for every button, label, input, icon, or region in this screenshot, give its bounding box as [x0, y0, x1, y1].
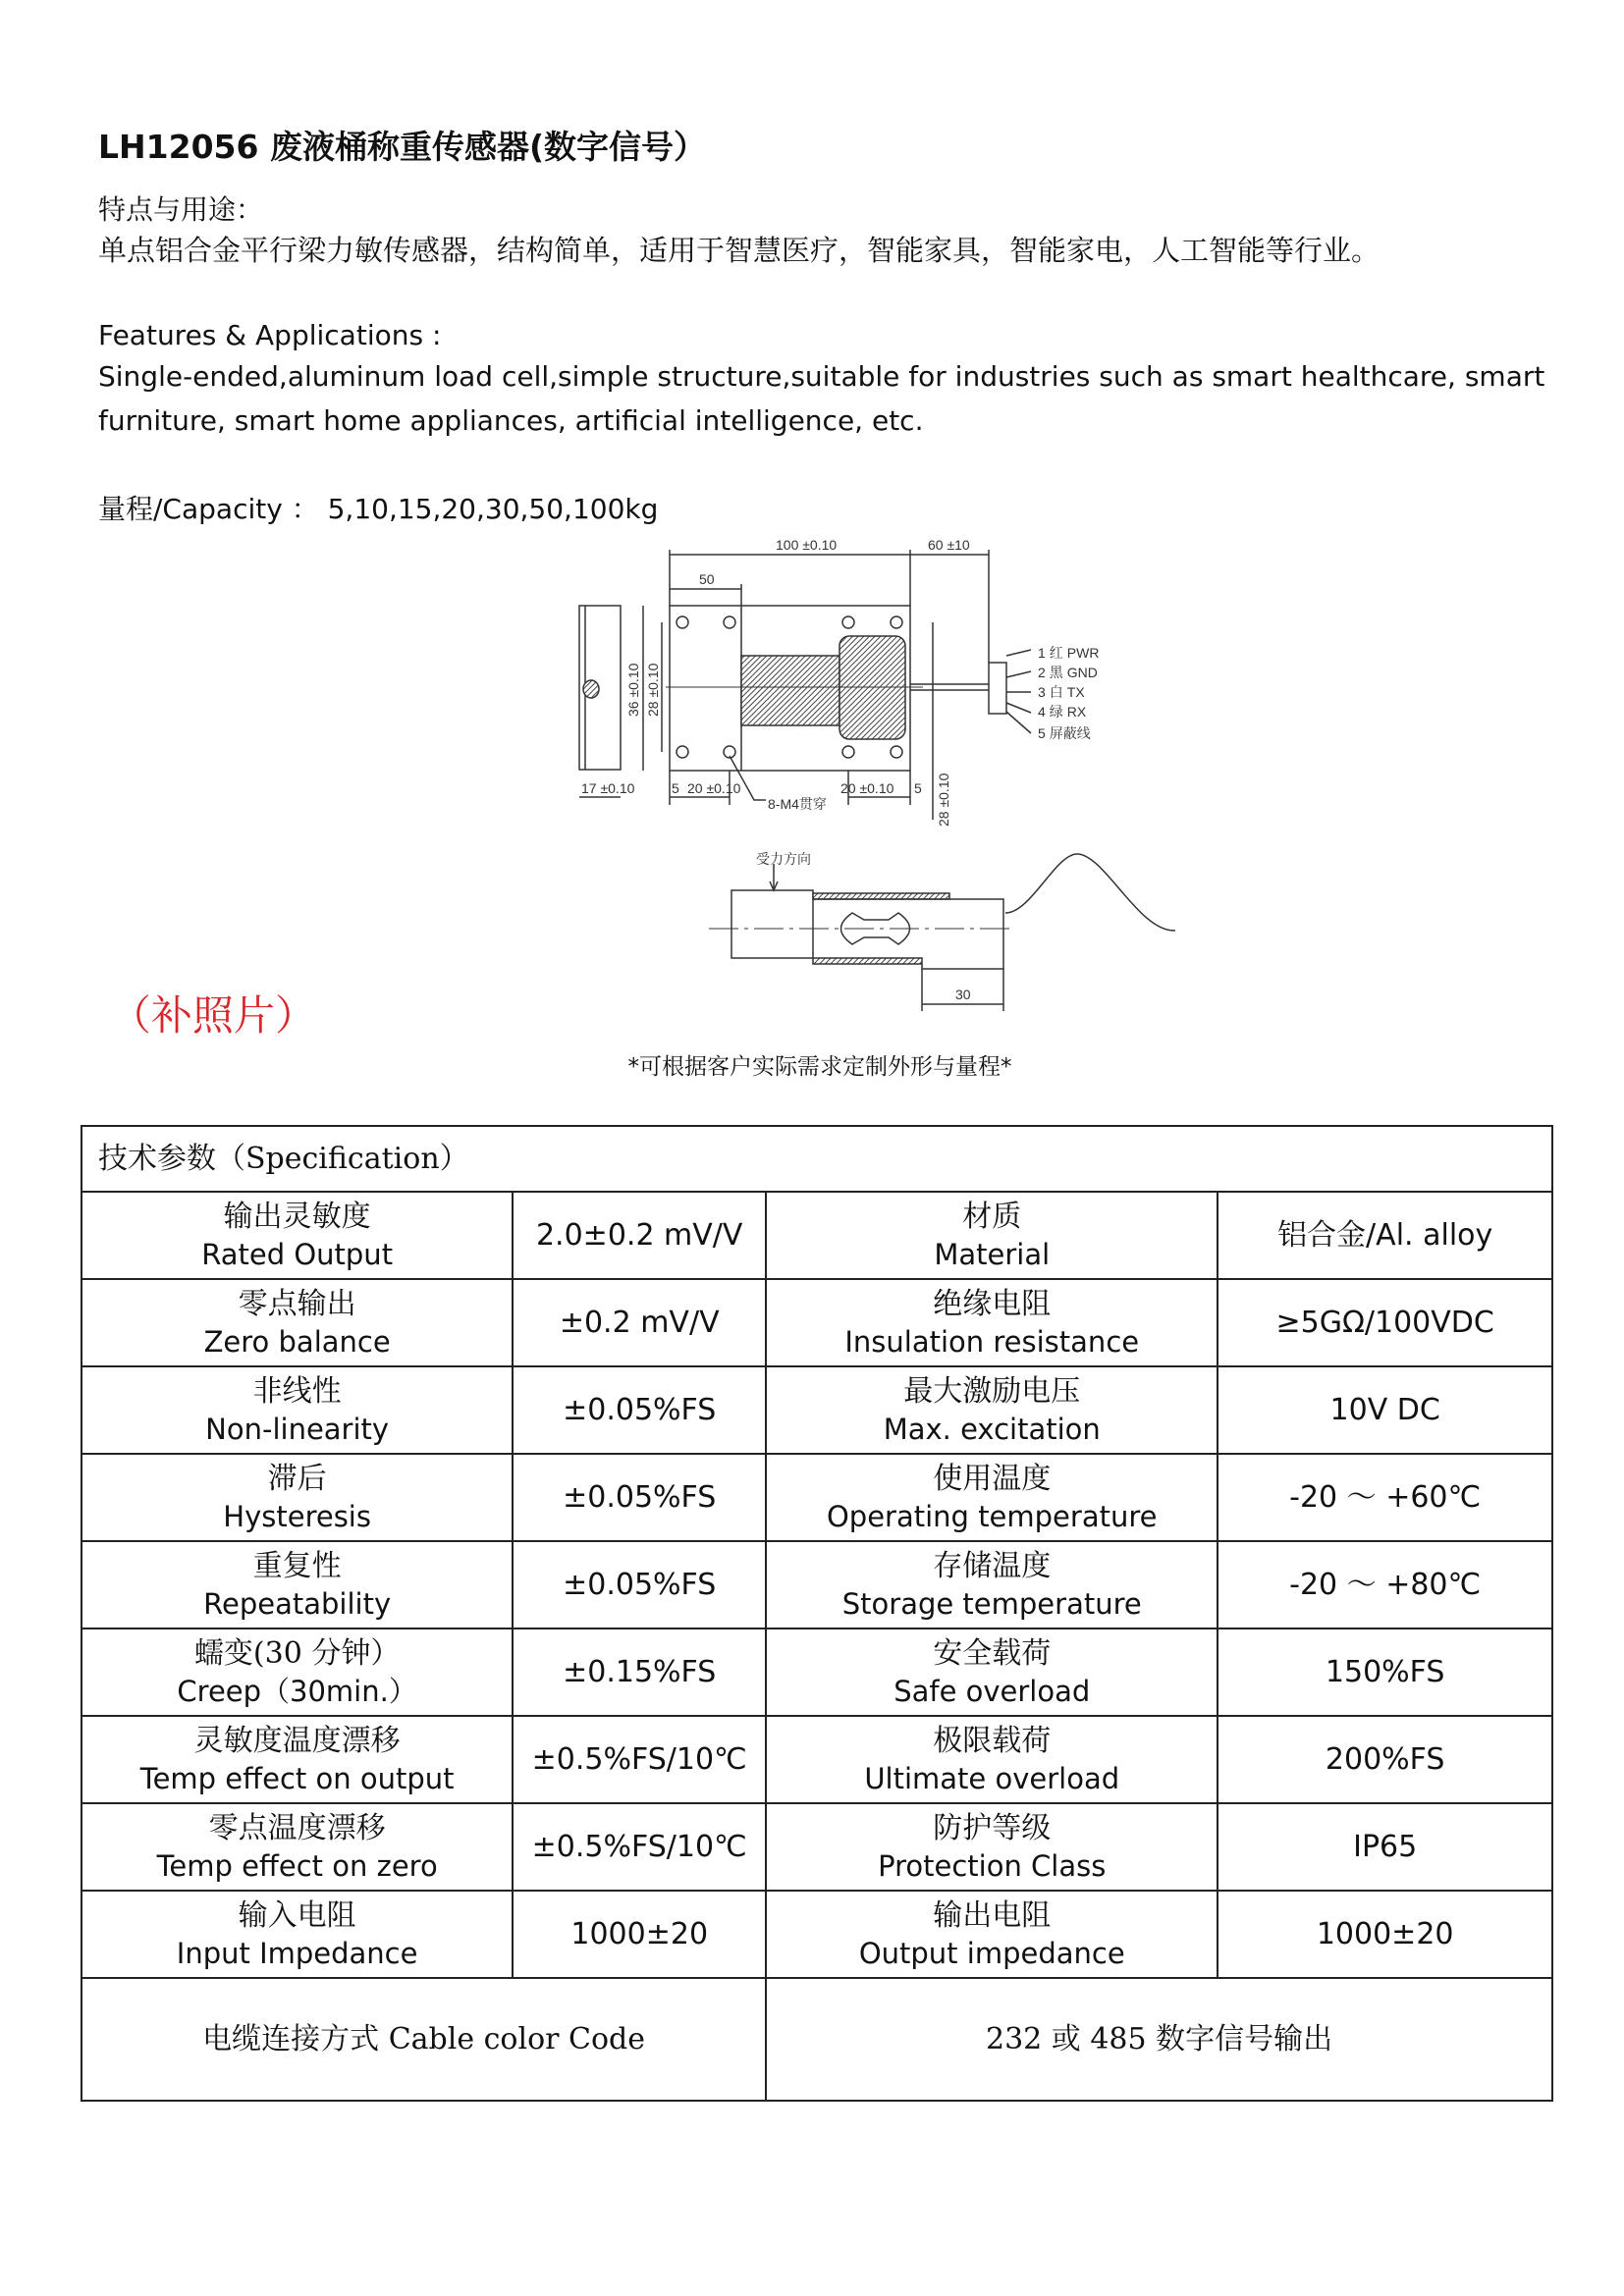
param-name [766, 1454, 1218, 1541]
param-name [81, 1891, 513, 1978]
param-name-en: Input Impedance [176, 1936, 418, 1970]
cable-value-text: 232 或 485 数字信号输出 [986, 2021, 1333, 2056]
param-name-zh: 输出灵敏度 [223, 1199, 371, 1234]
wire-n: 3 [1038, 684, 1046, 700]
param-name [766, 1541, 1218, 1629]
param-name [81, 1366, 513, 1454]
param-name-en: Temp effect on zero [156, 1848, 438, 1883]
force-direction-label: 受力方向 [756, 851, 811, 867]
customization-note: *可根据客户实际需求定制外形与量程* [627, 1054, 1012, 1080]
photo-placeholder: （补照片） [110, 991, 317, 1040]
features-en-line2: furniture, smart home appliances, artificial intelligence, etc. [98, 404, 924, 437]
param-value: ±0.05%FS [513, 1454, 766, 1541]
param-name-en: Non-linearity [205, 1412, 390, 1446]
dim-28b: 28 ±0.10 [936, 773, 951, 827]
wire-c: 白 [1049, 684, 1063, 700]
param-value: ±0.5%FS/10℃ [513, 1803, 766, 1891]
spec-row [81, 1716, 1552, 1803]
wire-n: 2 [1038, 665, 1046, 680]
param-name [81, 1803, 513, 1891]
param-name [766, 1279, 1218, 1366]
param-name-en: Hysteresis [223, 1499, 371, 1533]
features-en-line1: Single-ended,aluminum load cell,simple structure,suitable for industries such as smart healthcare, smart [98, 360, 1545, 393]
dim-20a: 20 ±0.10 [687, 780, 741, 796]
dim-30: 30 [955, 987, 971, 1002]
param-value: ≥5GΩ/100VDC [1218, 1279, 1552, 1366]
param-name [766, 1629, 1218, 1716]
wire-c: 黑 [1049, 665, 1063, 680]
param-name [81, 1279, 513, 1366]
param-value: ±0.2 mV/V [513, 1279, 766, 1366]
param-name [81, 1454, 513, 1541]
wire-label-2 [1038, 665, 1098, 680]
param-name [81, 1716, 513, 1803]
features-zh-text: 单点铝合金平行梁力敏传感器，结构简单，适用于智慧医疗，智能家具，智能家电，人工智能等行业。 [98, 234, 1380, 267]
param-name-en: Protection Class [878, 1848, 1107, 1883]
dim-50: 50 [699, 571, 715, 587]
wire-s: 屏蔽线 [1049, 725, 1091, 741]
param-value: IP65 [1218, 1803, 1552, 1891]
wire-s: TX [1066, 684, 1085, 700]
spec-row [81, 1541, 1552, 1629]
wire-s: GND [1066, 665, 1098, 680]
param-value: ±0.5%FS/10℃ [513, 1716, 766, 1803]
param-name-en: Max. excitation [883, 1412, 1101, 1446]
spec-row [81, 1803, 1552, 1891]
param-name-zh: 输出电阻 [933, 1897, 1052, 1933]
capacity: 量程/Capacity ： 5,10,15,20,30,50,100kg [98, 493, 659, 525]
wire-c: 绿 [1049, 704, 1063, 720]
param-name-zh: 使用温度 [933, 1461, 1052, 1496]
param-name [81, 1629, 513, 1716]
dim-36: 36 ±0.10 [625, 663, 641, 717]
param-name [81, 1541, 513, 1629]
param-name [766, 1891, 1218, 1978]
param-value: 200%FS [1218, 1716, 1552, 1803]
param-name-zh: 零点输出 [238, 1286, 356, 1321]
param-value: ±0.05%FS [513, 1541, 766, 1629]
param-name [766, 1803, 1218, 1891]
param-value: 铝合金/Al. alloy [1218, 1192, 1552, 1279]
param-name-en: Temp effect on output [139, 1761, 455, 1795]
param-name-zh: 零点温度漂移 [208, 1810, 386, 1845]
wire-label-1 [1038, 645, 1099, 661]
features-zh-label: 特点与用途： [98, 193, 264, 226]
param-name-zh: 输入电阻 [238, 1897, 356, 1933]
spec-row [81, 1891, 1552, 1978]
cable-label-text: 电缆连接方式 Cable color Code [202, 2021, 645, 2056]
param-name-en: Material [934, 1237, 1051, 1271]
param-name-en: Ultimate overload [864, 1761, 1120, 1795]
param-name-en: Output impedance [858, 1936, 1125, 1970]
param-name-zh: 滞后 [267, 1461, 327, 1496]
wire-n: 1 [1038, 645, 1046, 661]
dim-100: 100 ±0.10 [776, 537, 838, 553]
spec-row [81, 1366, 1552, 1454]
wire-c: 红 [1049, 645, 1063, 661]
param-value: ±0.05%FS [513, 1366, 766, 1454]
param-value: 1000±20 [513, 1891, 766, 1978]
wire-label-3 [1038, 684, 1085, 700]
param-name-zh: 蠕变(30 分钟） [193, 1635, 401, 1671]
param-name-zh: 最大激励电压 [903, 1373, 1081, 1409]
param-name-en: Zero balance [203, 1324, 391, 1359]
dim-17: 17 ±0.10 [581, 780, 635, 796]
param-name-zh: 存储温度 [933, 1548, 1052, 1583]
page-title: LH12056 废液桶称重传感器(数字信号） [98, 128, 707, 166]
spec-row [81, 1279, 1552, 1366]
param-name [766, 1366, 1218, 1454]
param-value: 1000±20 [1218, 1891, 1552, 1978]
param-name-zh: 极限载荷 [933, 1723, 1052, 1758]
param-name-zh: 安全载荷 [933, 1635, 1052, 1671]
param-name-zh: 材质 [962, 1199, 1022, 1234]
param-name [766, 1716, 1218, 1803]
param-name-en: Rated Output [201, 1237, 394, 1271]
param-name-zh: 重复性 [252, 1548, 342, 1583]
dim-28a: 28 ±0.10 [645, 663, 661, 717]
cable-value [766, 1978, 1552, 2101]
param-name-zh: 非线性 [252, 1373, 342, 1409]
technical-drawing [569, 530, 1551, 1031]
param-name-en: Operating temperature [826, 1499, 1158, 1533]
param-name-zh: 绝缘电阻 [933, 1286, 1052, 1321]
cable-label [81, 1978, 766, 2101]
param-name [766, 1192, 1218, 1279]
spec-table [81, 1125, 1553, 2102]
dim-5b: 5 [914, 780, 922, 796]
wire-n: 4 [1038, 704, 1046, 720]
wire-n: 5 [1038, 725, 1046, 741]
wire-labels [1038, 645, 1099, 741]
param-name-en: Repeatability [203, 1586, 392, 1621]
spec-row [81, 1454, 1552, 1541]
param-value: 150%FS [1218, 1629, 1552, 1716]
param-value: 10V DC [1218, 1366, 1552, 1454]
param-name [81, 1192, 513, 1279]
param-name-en: Creep（30min.） [177, 1674, 417, 1708]
param-value: ±0.15%FS [513, 1629, 766, 1716]
dim-5a: 5 [672, 780, 679, 796]
param-name-en: Safe overload [893, 1674, 1091, 1708]
dim-20b: 20 ±0.10 [840, 780, 894, 796]
spec-header-text: 技术参数（Specification） [98, 1141, 469, 1176]
spec-row [81, 1192, 1552, 1279]
wire-label-5 [1038, 725, 1091, 741]
spec-row [81, 1629, 1552, 1716]
wire-s: PWR [1066, 645, 1100, 661]
features-en-label: Features & Applications : [98, 319, 442, 351]
dim-60: 60 ±10 [928, 537, 970, 553]
param-name-zh: 灵敏度温度漂移 [193, 1723, 401, 1758]
param-name-en: Insulation resistance [844, 1324, 1140, 1359]
param-name-en: Storage temperature [841, 1586, 1142, 1621]
param-value: -20 ～ +60℃ [1218, 1454, 1552, 1541]
param-value: 2.0±0.2 mV/V [513, 1192, 766, 1279]
wire-label-4 [1038, 704, 1087, 720]
param-name-zh: 防护等级 [933, 1810, 1052, 1845]
cable-row [81, 1978, 1552, 2101]
wire-s: RX [1066, 704, 1087, 720]
spec-header [81, 1126, 1552, 1192]
param-value: -20 ～ +80℃ [1218, 1541, 1552, 1629]
holes-label: 8-M4贯穿 [768, 796, 827, 812]
